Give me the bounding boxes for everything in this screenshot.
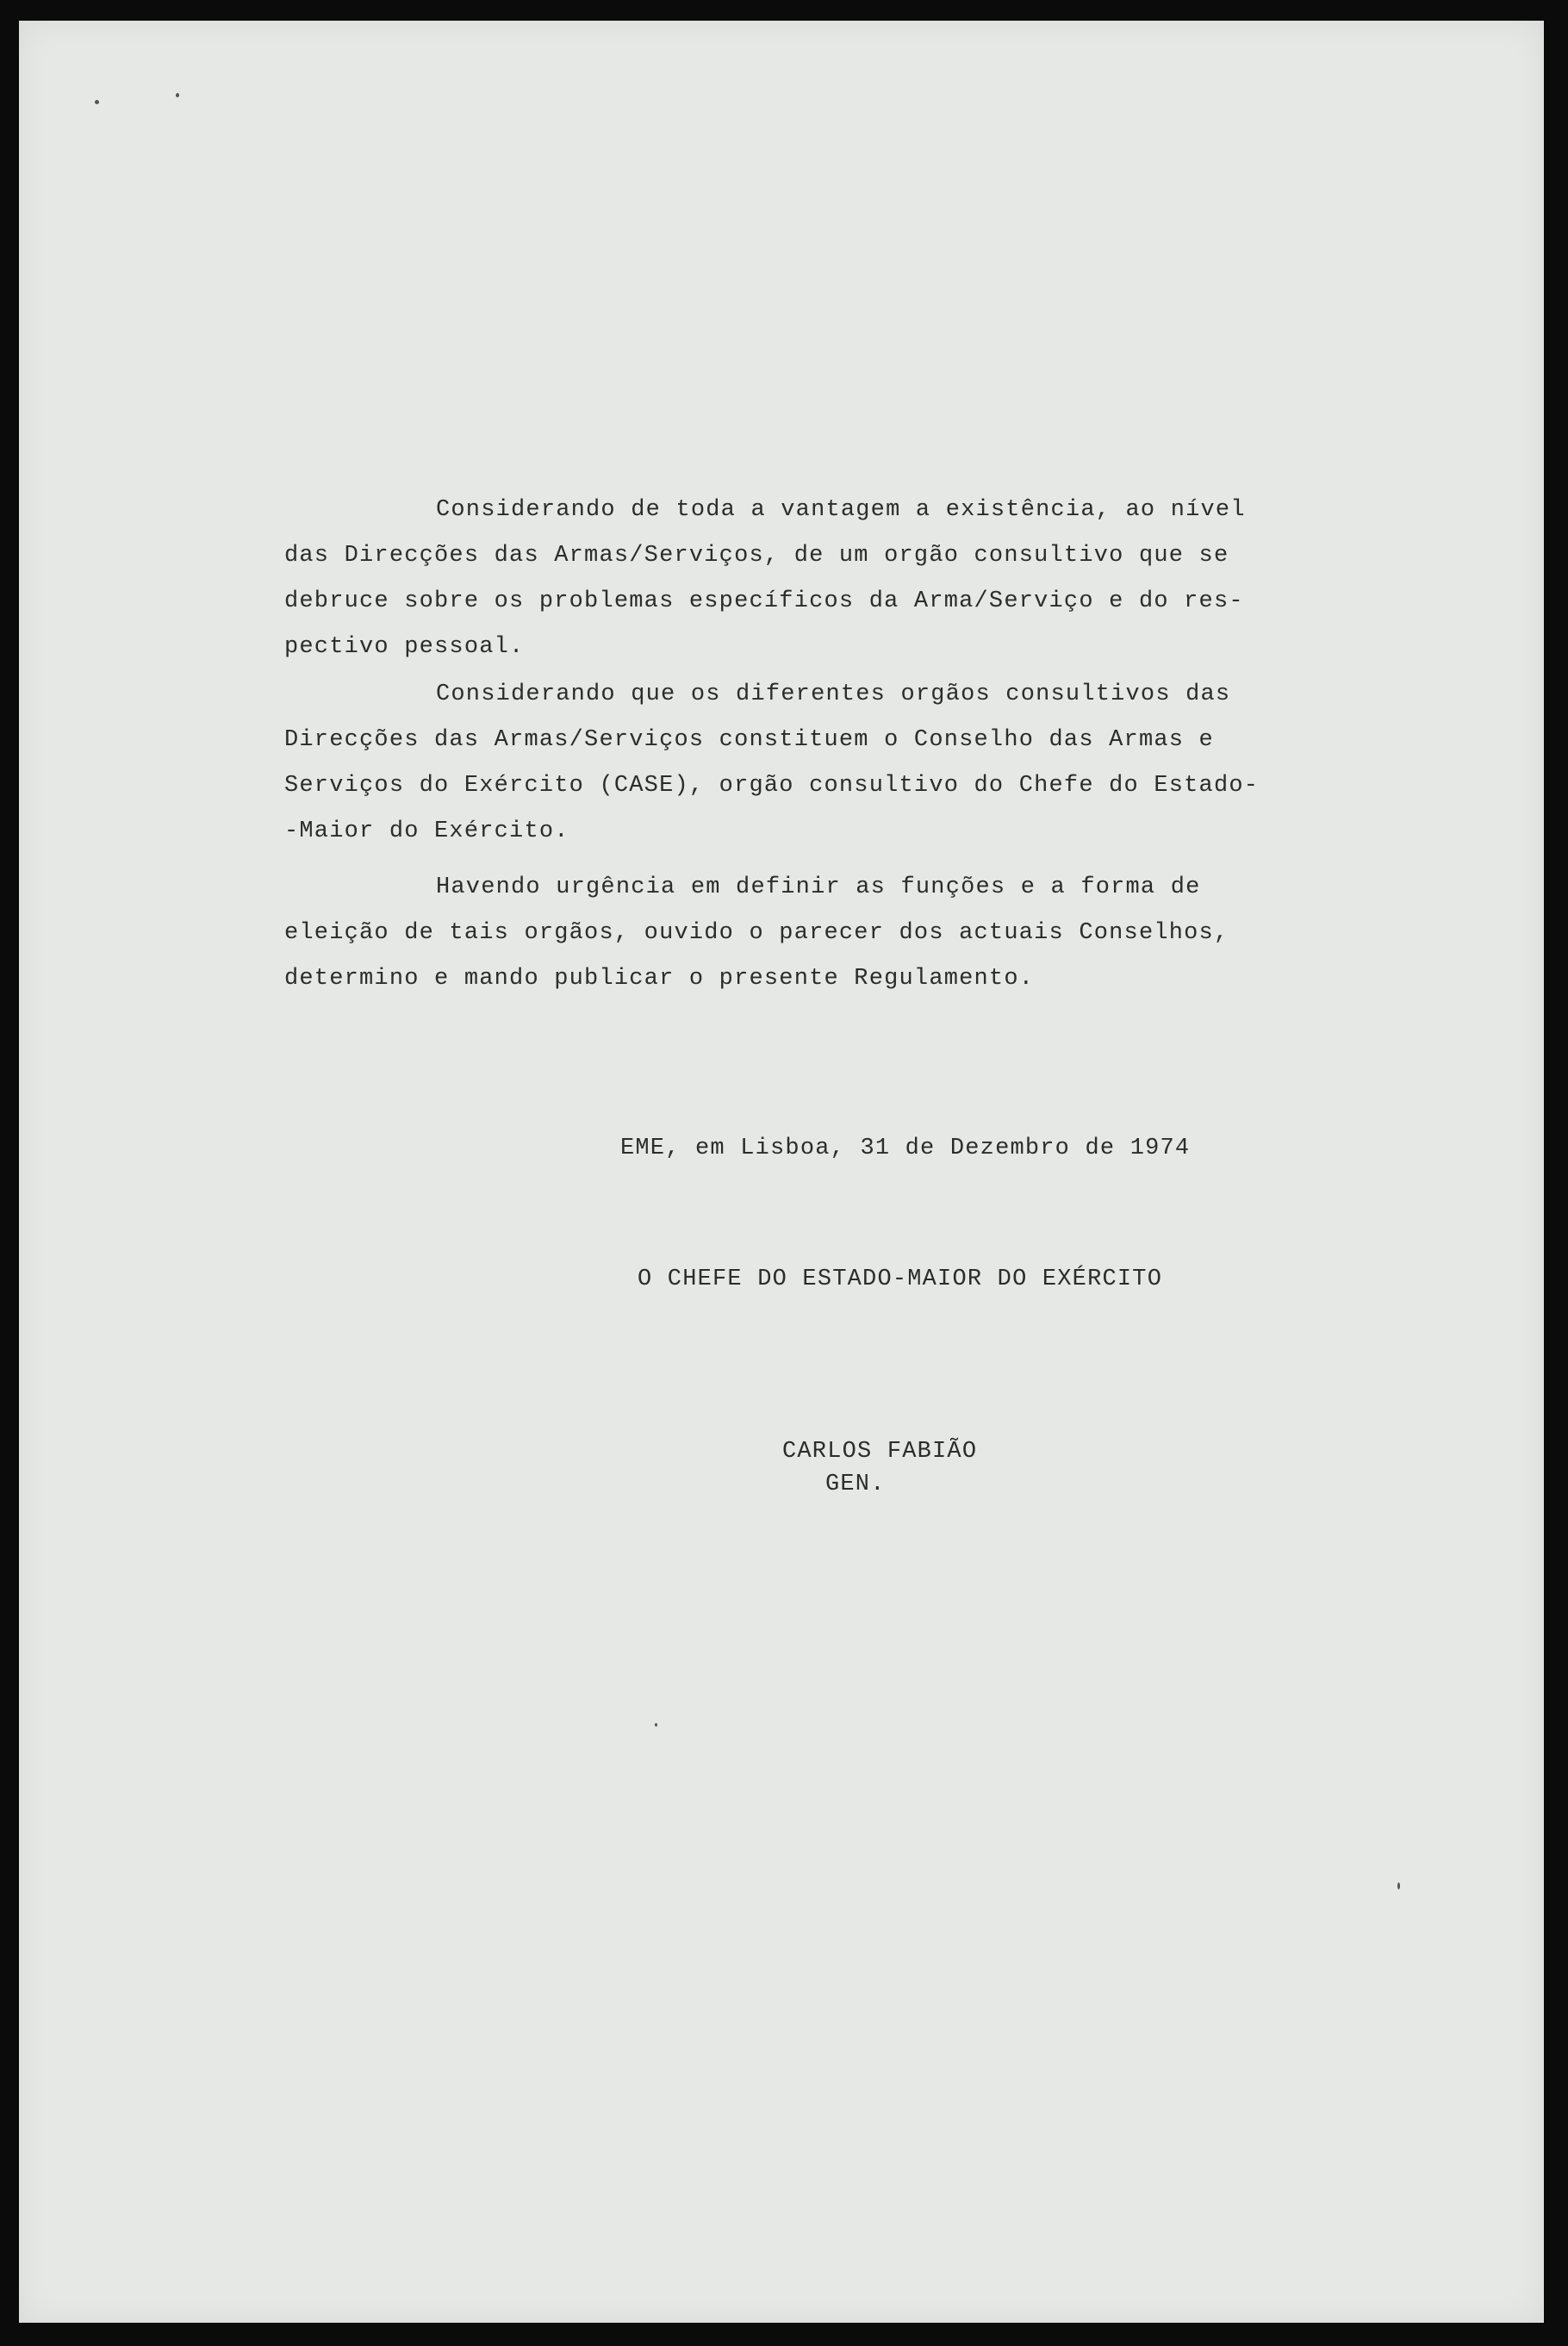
paragraph-line: determino e mando publicar o presente Regulamento. xyxy=(284,966,1035,992)
ink-speck xyxy=(1397,1882,1400,1889)
paragraph-1 xyxy=(284,488,1318,670)
paragraph-line: Serviços do Exército (CASE), orgão consultivo do Chefe do Estado- xyxy=(284,773,1260,799)
place-date: EME, em Lisboa, 31 de Dezembro de 1974 xyxy=(620,1136,1191,1161)
paragraph-line: Havendo urgência em definir as funções e a forma de xyxy=(436,874,1201,900)
signatory-rank: GEN. xyxy=(825,1472,886,1497)
paragraph-2 xyxy=(284,672,1318,855)
ink-speck xyxy=(95,100,99,104)
signatory-name: CARLOS FABIÃO xyxy=(782,1439,978,1465)
paragraph-line: -Maior do Exército. xyxy=(284,818,569,844)
paragraph-line: pectivo pessoal. xyxy=(284,634,525,660)
ink-speck xyxy=(655,1723,657,1727)
paragraph-line: Direcções das Armas/Serviços constituem o Conselho das Armas e xyxy=(284,727,1214,753)
paragraph-line: das Direcções das Armas/Serviços, de um orgão consultivo que se xyxy=(284,543,1229,569)
paragraph-3 xyxy=(284,865,1318,1002)
document-page xyxy=(19,21,1544,2323)
ink-speck xyxy=(176,93,179,97)
authority-title: O CHEFE DO ESTADO-MAIOR DO EXÉRCITO xyxy=(638,1266,1163,1292)
paragraph-line: debruce sobre os problemas específicos da Arma/Serviço e do res- xyxy=(284,588,1244,614)
paragraph-line: Considerando que os diferentes orgãos consultivos das xyxy=(436,681,1231,707)
paragraph-line: eleição de tais orgãos, ouvido o parecer dos actuais Conselhos, xyxy=(284,920,1229,946)
paragraph-line: Considerando de toda a vantagem a existência, ao nível xyxy=(436,497,1246,523)
